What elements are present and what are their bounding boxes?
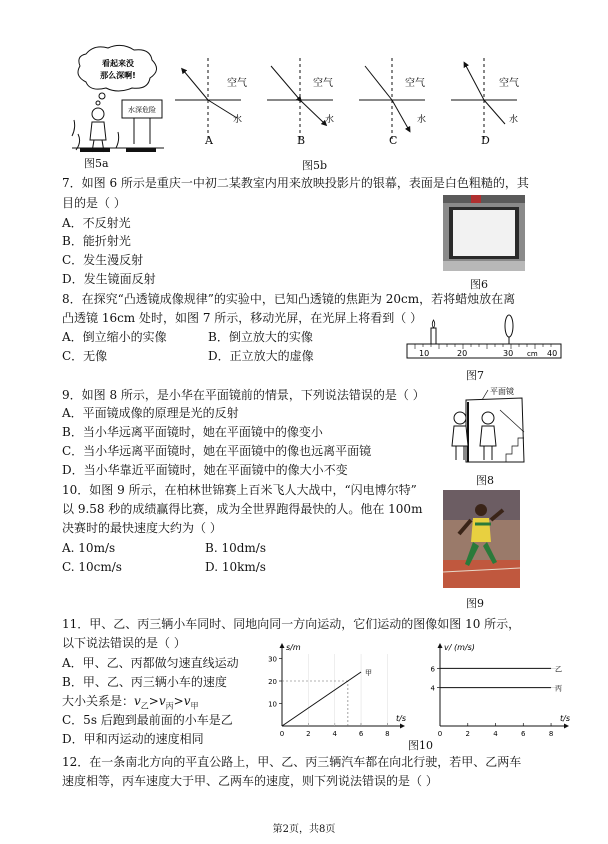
figure-8-mirror (448, 382, 530, 466)
x-tick-label: 8 (548, 730, 554, 738)
q11-option-d: D．甲和丙运动的速度相同 (62, 732, 204, 746)
air-label-D: 空气 (499, 78, 519, 89)
q11-stem-2: 以下说法错误的是（ ） (62, 636, 186, 650)
y-axis-arrow (438, 643, 443, 648)
q9-stem: 9．如图 8 所示，是小华在平面镜前的情景，下列说法错误的是（ ） (62, 388, 425, 402)
q8-option-b: B．倒立放大的实像 (208, 330, 313, 344)
warning-sign-text: 水深危险 (128, 106, 156, 114)
x-axis-arrow (400, 724, 405, 729)
ruler-label-20: 20 (457, 349, 468, 358)
q8-stem-1: 8．在探究“凸透镜成像规律”的实验中，已知凸透镜的焦距为 20cm，若将蜡烛放在离 (62, 292, 516, 306)
q12-stem-1: 12．在一条南北方向的平直公路上，甲、乙、丙三辆汽车都在向北行驶，若甲、乙两车 (62, 755, 522, 769)
sub-jia: 甲 (190, 701, 199, 711)
q7-option-b: B．能折射光 (62, 234, 131, 248)
figure-10-st-chart (262, 640, 412, 740)
q9-option-a: A．平面镜成像的原理是光的反射 (62, 406, 239, 420)
q8-stem-2: 凸透镜 16cm 处时，如图 7 所示，移动光屏，在光屏上将看到（ ） (62, 311, 423, 325)
q8-option-c: C．无像 (62, 349, 108, 363)
air-label-B: 空气 (313, 78, 333, 89)
q11-option-b-1: B．甲、乙、丙三辆小车的速度 (62, 675, 227, 689)
option-label-C: C (389, 134, 398, 147)
figure-9-sprinter-photo (443, 490, 520, 588)
figure-10-vt-chart (420, 640, 582, 740)
q7-stem-2: 目的是（ ） (62, 196, 126, 210)
q11-stem-1: 11．甲、乙、丙三辆小车同时、同地向同一方向运动，它们运动的图像如图 10 所示， (62, 617, 521, 631)
x-axis-arrow (564, 724, 569, 729)
x-tick-label: 4 (493, 730, 498, 738)
x-tick-label: 6 (521, 730, 526, 738)
fig9-caption: 图9 (466, 597, 484, 610)
ruler-label-40: 40 (547, 349, 558, 358)
series-label-0: 乙 (555, 665, 563, 674)
sub-bing: 丙 (165, 701, 174, 711)
bubble-text-2: 那么深啊! (100, 71, 136, 80)
q9-option-c: C．当小华远离平面镜时，她在平面镜中的像也远离平面镜 (62, 444, 372, 458)
mirror-label: 平面镜 (490, 387, 514, 396)
fig7-caption: 图7 (466, 369, 484, 382)
v-symbol: v (158, 694, 166, 708)
option-label-D: D (481, 134, 490, 147)
air-label-C: 空气 (405, 78, 425, 89)
y-tick-label: 20 (268, 678, 277, 686)
figure-6-screen-photo (443, 195, 525, 271)
q11-option-b-prefix: 大小关系是： (62, 694, 135, 708)
water-label-A: 水 (233, 115, 243, 125)
q12-stem-2: 速度相等，丙车速度大于甲、乙两车的速度，则下列说法错误的是（ ） (62, 774, 438, 788)
y-tick-label: 10 (268, 700, 277, 709)
sub-yi: 乙 (140, 701, 149, 711)
series-label-0: 甲 (365, 669, 373, 677)
q11-option-a: A．甲、乙、丙都做匀速直线运动 (62, 656, 239, 670)
series-label-1: 丙 (555, 684, 563, 693)
person (90, 108, 106, 152)
q9-option-d: D．当小华靠近平面镜时，她在平面镜中的像大小不变 (62, 463, 348, 477)
fig5a-caption: 图5a (84, 157, 109, 170)
diagram-B (267, 58, 334, 142)
fig6-caption: 图6 (470, 278, 488, 291)
series-line-0 (282, 672, 361, 726)
q10-option-a: A. 10m/s (62, 541, 116, 555)
option-label-A: A (205, 134, 213, 147)
ruler-label-10: 10 (419, 349, 430, 358)
q10-option-d: D. 10km/s (205, 560, 266, 574)
diagram-A (175, 58, 247, 142)
ruler-label-30: 30 (503, 349, 514, 358)
ruler-label-cm: cm (527, 350, 538, 358)
x-axis-label: t/s (396, 714, 406, 723)
q9-option-b: B．当小华远离平面镜时，她在平面镜中的像变小 (62, 425, 323, 439)
page-footer: 第2页，共8页 (272, 824, 336, 835)
candle (431, 320, 436, 344)
q8-option-a: A．倒立缩小的实像 (62, 330, 167, 344)
convex-lens (505, 315, 513, 344)
x-tick-label: 6 (358, 730, 364, 738)
x-tick-label: 4 (332, 730, 337, 738)
q10-stem-2: 以 9.58 秒的成绩赢得比赛，成为全世界跑得最快的人。他在 100m (62, 502, 423, 516)
x-tick-label: 2 (465, 730, 470, 738)
q10-stem-1: 10．如图 9 所示，在柏林世锦赛上百米飞人大战中，“闪电博尔特” (62, 483, 417, 497)
water-label-D: 水 (509, 115, 519, 125)
y-tick-label: 30 (268, 655, 277, 664)
gt-2: > (173, 694, 184, 708)
q8-option-d: D．正立放大的虚像 (208, 349, 314, 363)
air-label-A: 空气 (227, 78, 247, 89)
y-tick-label: 6 (430, 665, 435, 674)
x-tick-label: 0 (279, 730, 285, 738)
option-label-B: B (297, 134, 306, 147)
x-tick-label: 2 (306, 730, 311, 738)
q11-option-c: C．5s 后跑到最前面的小车是乙 (62, 713, 233, 727)
v-symbol: v (134, 694, 141, 708)
water-label-C: 水 (417, 115, 427, 125)
q7-stem-1: 7．如图 6 所示是重庆一中初二某教室内用来放映投影片的银幕，表面是白色粗糙的，其 (62, 176, 529, 190)
x-axis-label: t/s (560, 714, 570, 723)
fig8-caption: 图8 (476, 474, 494, 487)
diagram-C (359, 58, 426, 142)
v-symbol: v (183, 694, 191, 708)
figure-7-optical-bench (405, 314, 565, 362)
y-axis-label: v/ (m/s) (444, 643, 475, 652)
y-tick-label: 4 (430, 684, 435, 693)
fig5b-caption: 图5b (302, 159, 328, 172)
x-tick-label: 0 (437, 730, 443, 738)
q10-stem-3: 决赛时的最快速度大约为（ ） (62, 521, 222, 535)
q7-option-c: C．发生漫反射 (62, 253, 144, 267)
y-axis-label: s/m (286, 643, 301, 652)
fig10-caption: 图10 (408, 739, 433, 752)
q7-option-a: A．不反射光 (62, 216, 131, 230)
x-tick-label: 8 (385, 730, 390, 738)
q10-option-b: B. 10dm/s (205, 541, 266, 555)
gt-1: > (148, 694, 159, 708)
q10-option-c: C. 10cm/s (62, 560, 122, 574)
bubble-text-1: 看起来没 (102, 59, 134, 68)
y-axis-arrow (280, 643, 285, 648)
diagram-D (451, 58, 519, 142)
q7-option-d: D．发生镜面反射 (62, 272, 156, 286)
figure-5a (72, 44, 164, 156)
water-label-B: 水 (325, 115, 335, 125)
